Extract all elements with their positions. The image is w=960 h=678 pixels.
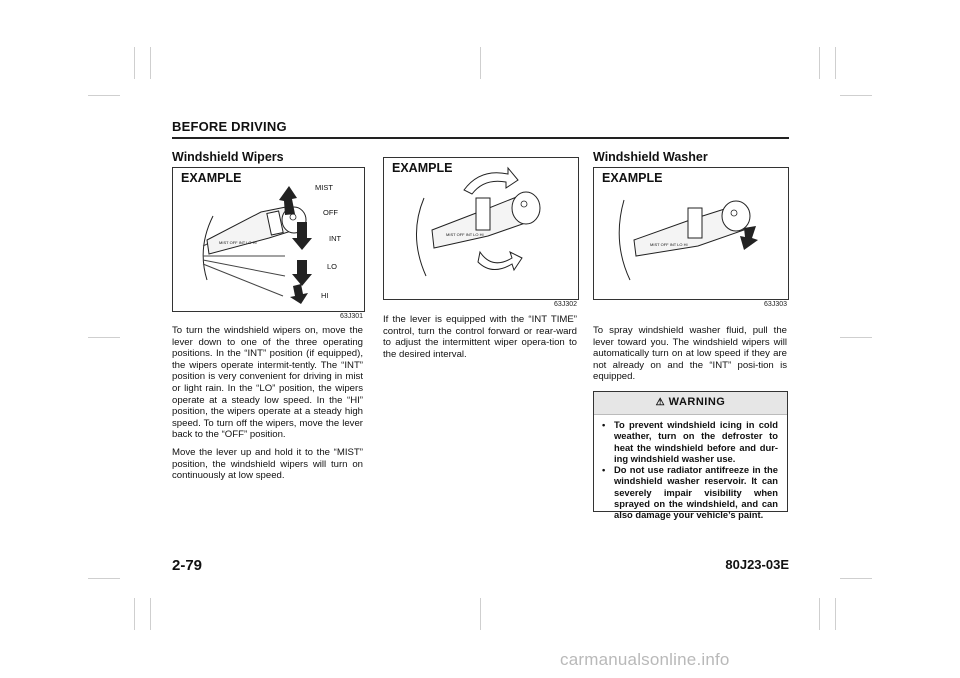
warning-title xyxy=(594,396,787,408)
paragraph: If the lever is equipped with the “INT TIME” control, turn the control forward or rear-ward to adjust the intermittent wiper opera-tion to the desired interval. xyxy=(383,314,577,360)
label-int: INT xyxy=(329,234,342,243)
crop-mark xyxy=(819,598,820,630)
warning-item: • Do not use radiator antifreeze in the windshield washer reservoir. It can severely impair visibility when sprayed on the windshield, and can also damage your vehicle’s paint. xyxy=(602,464,778,520)
wiper-lever-illustration xyxy=(173,168,364,311)
example-label: EXAMPLE xyxy=(392,161,453,175)
washer-illustration xyxy=(594,168,788,299)
page-number: 2-79 xyxy=(172,557,203,574)
crop-mark xyxy=(835,598,836,630)
watermark-text: carmanualsonline.info xyxy=(560,650,730,669)
crop-mark xyxy=(150,47,151,79)
crop-mark xyxy=(88,578,120,579)
svg-text:MIST OFF INT LO HI: MIST OFF INT LO HI xyxy=(219,240,257,245)
label-off: OFF xyxy=(323,208,338,217)
crop-mark xyxy=(88,95,120,96)
paragraph: To turn the windshield wipers on, move the lever down to one of the three operating positions. In the “INT” position (if equipped), the wipers operate intermit-tently. The “INT” position is very convenient for driving in mist or light rain. In the “LO” position, the wipers operate at a steady low speed. In the “HI” position, the wipers operate at a steady high speed. To turn off the wipers, move the lever back to the “OFF” position. xyxy=(172,325,363,441)
crop-mark xyxy=(840,95,872,96)
wiper-positions-figure xyxy=(172,167,365,312)
header-rule xyxy=(172,137,789,139)
label-lo: LO xyxy=(327,262,338,271)
example-label: EXAMPLE xyxy=(602,171,663,185)
warning-list xyxy=(602,419,778,521)
crop-mark xyxy=(150,598,151,630)
document-code: 80J23-03E xyxy=(725,557,789,572)
warning-title-text: WARNING xyxy=(668,396,726,408)
label-hi: HI xyxy=(321,291,329,300)
figure-code: 63J302 xyxy=(554,301,577,308)
crop-mark xyxy=(840,578,872,579)
crop-mark xyxy=(819,47,820,79)
crop-mark xyxy=(840,337,872,338)
crop-mark xyxy=(835,47,836,79)
warning-triangle-icon: ⚠ xyxy=(655,397,666,408)
crop-mark xyxy=(134,47,135,79)
paragraph: To spray windshield washer fluid, pull the lever toward you. The windshield wipers will automatically turn on at low speed if they are not already on and the “INT” posi-tion is equipped. xyxy=(593,325,787,383)
wipers-body xyxy=(172,325,363,488)
warning-item: • To prevent windshield icing in cold weather, turn on the defroster to heat the windshield before and dur-ing windshield washer use. xyxy=(602,419,778,464)
svg-text:MIST OFF INT LO HI: MIST OFF INT LO HI xyxy=(650,242,688,247)
washer-heading: Windshield Washer xyxy=(593,150,708,164)
wipers-heading: Windshield Wipers xyxy=(172,150,284,164)
crop-mark xyxy=(480,47,481,79)
crop-mark xyxy=(480,598,481,630)
example-label: EXAMPLE xyxy=(181,171,242,185)
washer-figure xyxy=(593,167,789,300)
crop-mark xyxy=(88,337,120,338)
int-time-figure xyxy=(383,157,579,300)
label-mist: MIST xyxy=(315,183,333,192)
crop-mark xyxy=(134,598,135,630)
figure-code: 63J303 xyxy=(764,301,787,308)
figure-code: 63J301 xyxy=(340,313,363,320)
int-time-body xyxy=(383,314,577,366)
warning-box xyxy=(593,391,788,521)
section-header: BEFORE DRIVING xyxy=(172,119,287,134)
paragraph: Move the lever up and hold it to the “MIST” position, the windshield wipers will turn on continuously at low speed. xyxy=(172,446,363,482)
svg-text:MIST OFF INT LO HI: MIST OFF INT LO HI xyxy=(446,232,484,237)
washer-body xyxy=(593,325,787,389)
int-time-illustration xyxy=(384,158,578,299)
